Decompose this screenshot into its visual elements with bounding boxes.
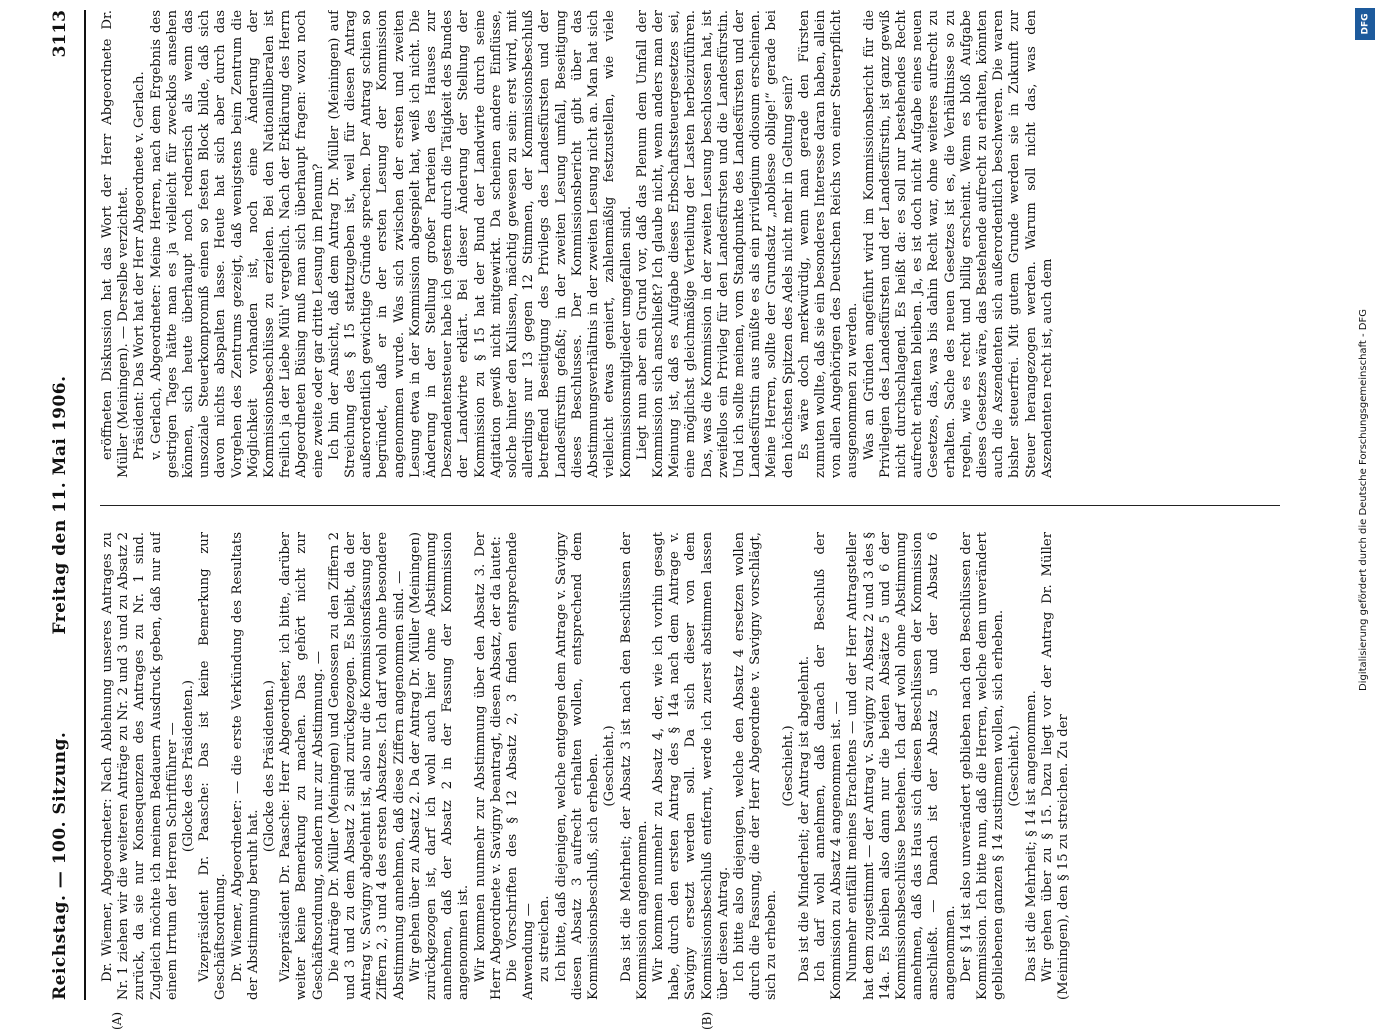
left-column-paragraph: Ich bitte also diejenigen, welche den Absatz 4 ersetzen wollen durch die Fassung, die der Herr Abgeordnete v. Savigny vorschlägt, sich zu erheben. [731,532,780,1000]
left-column-paragraph: Dr. Wiemer, Abgeordneter: Nach Ablehnung unseres Antrages zu Nr. 1 ziehen wir die weiteren Anträge zu Nr. 2 und 3 und zu Absatz 2 zurück, da sie nur Konsequenzen des Antrages zu Nr. 1 sind. Zugleich möchte ich meinem Bedauern Ausdruck geben, daß nur auf einem Irrtum der Herren Schriftführer — [100,532,180,1000]
left-column-paragraph: Die Vorschriften des § 12 Absatz 2, 3 finden entsprechende Anwendung — [505,532,537,1000]
marker-a: (A) [110,1011,124,1030]
right-column-paragraph: Ich bin der Ansicht, daß dem Antrag Dr. Müller (Meiningen) auf Streichung des § 15 stattzugeben ist, weil für diesen Antrag außerordentlich gewichtige Gründe sprechen. Der Antrag schien so begründet, daß er in der ersten Lesung der Kommission angenommen wurde. Was sich zwischen der ersten und zweiten Lesung etwa in der Kommission abgespielt hat, weiß ich nicht. Die Änderung in der Stellung großer Parteien des Hauses zur Deszendentensteuer habe ich gestern durch die Tätigkeit des Bundes der Landwirte erklärt. Bei dieser Änderung der Stellung der Kommission zu § 15 hat der Bund der Landwirte durch seine Agitation gewiß nicht mitgewirkt. Da scheinen andere Einflüsse, solche hinter den Kulissen, mächtig gewesen zu sein: erst wird, mit allerdings nur 13 gegen 12 Stimmen, der Kommissionsbeschluß betreffend Beseitigung des Privilegs des Landesfürsten und der Landesfürstin gefaßt; in der zweiten Lesung umfall, Beseitigung dieses Beschlusses. Der Kommissionsbericht gibt über das Abstimmungsverhältnis in der zweiten Lesung nicht an. Man hat sich vielleicht etwas geniert, zahlenmäßig festzustellen, wie viele Kommissionsmitglieder umgefallen sind. [326,10,634,478]
right-column-paragraph: Präsident: Das Wort hat der Herr Abgeordnete v. Gerlach. [132,71,148,460]
rotated-page [0,10,1360,1030]
left-column-paragraph: Vizepräsident Dr. Paasche: Das ist keine Bemerkung zur Geschäftsordnung. [197,532,229,1000]
page-number: 3113 [50,10,70,58]
left-column-paragraph: Nunmehr entfällt meines Erachtens — und der Herr Antragsteller hat dem zugestimmt — der Antrag v. Savigny zu Absatz 2 und 3 des § 14a. Es bleiben also dann nur die beiden Absätze 5 und 6 der Kommissionsbeschlüsse bestehen. Ich darf wohl ohne Abstimmung annehmen, daß das Haus sich diesen Beschlüssen der Kommission anschließt. — Danach ist der Absatz 5 und der Absatz 6 angenommen. [845,532,958,1000]
header-date: Freitag den 11. Mai 1906. [50,375,70,635]
left-column-paragraph: Der § 14 ist also unverändert geblieben nach den Beschlüssen der Kommission. Ich bitte nun, daß die Herren, welche dem unverändert gebliebenen ganzen § 14 zustimmen wollen, sich erheben. [958,532,1007,1000]
right-column-paragraph: Liegt nun aber ein Grund vor, daß das Plenum dem Umfall der Kommission sich anschließt? Ich glaube nicht, wenn anders man der Meinung ist, daß es Aufgabe dieses Erbschaftssteuergesetzes sei, eine möglichst gleichmäßige Verteilung der Lasten herbeizuführen. Das, was die Kommission in der zweiten Lesung beschlossen hat, ist zweifellos ein Privileg für den Landesfürsten und die Landesfürstin. Und ich sollte meinen, vom Standpunkte des Landesfürsten und der Landesfürstin aus müßte es als ein privilegium odiosum erscheinen. Meine Herren, sollte der Grundsatz „noblesse oblige!“ gerade bei den höchsten Spitzen des Adels nicht mehr in Geltung sein? [634,10,796,478]
header-left: Reichstag. — 100. Sitzung. [50,731,70,1000]
digitization-note [1353,6,1375,994]
left-column-paragraph: Das ist die Mehrheit; der Absatz 3 ist nach den Beschlüssen der Kommission angenommen. [618,532,650,1000]
left-column-paragraph: (Glocke des Präsidenten.) [181,679,197,853]
left-column-paragraph: Wir gehen über zu § 15. Dazu liegt vor der Antrag Dr. Müller (Meiningen), den § 15 zu streichen. Zu der [1039,532,1071,1000]
dfg-logo [1355,8,1375,40]
left-column-paragraph: (Glocke des Präsidenten.) [262,679,278,853]
left-column-paragraph: Ich darf wohl annehmen, daß danach der Beschluß der Kommission zu Absatz 4 angenommen ist. — [812,532,845,1000]
marker-b: (B) [700,1011,714,1030]
page-header [40,10,80,1000]
left-column-paragraph: (Geschieht.) [602,725,618,807]
left-column-paragraph: Die Anträge Dr. Müller (Meiningen) und Genossen zu den Ziffern 2 und 3 und zu dem Absatz 2 sind zurückgezogen. Es bleibt, da der Antrag v. Savigny abgelehnt ist, also nur die Kommissionsfassung der Ziffern 2, 3 und 4 des ersten Absatzes. Ich darf wohl ohne besondere Abstimmung annehmen, daß diese Ziffern angenommen sind. — [326,532,407,1000]
left-column-paragraph: zu streichen. [537,895,553,982]
dfg-logo-text: DFG [1360,13,1371,35]
left-column-paragraph: Das ist die Mehrheit; § 14 ist angenommen. [1023,690,1039,982]
left-column-paragraph: (Geschieht.) [1007,725,1023,807]
left-column-paragraph: Das ist die Minderheit; der Antrag ist abgelehnt. [796,655,812,982]
column-divider [100,505,1280,506]
left-column-paragraph: Ich bitte, daß diejenigen, welche entgegen dem Antrage v. Savigny diesen Absatz 3 aufrecht erhalten wollen, entsprechend dem Kommissionsbeschluß, sich erheben. [553,532,602,1000]
right-column-paragraph: v. Gerlach, Abgeordneter: Meine Herren, nach dem Ergebnis des gestrigen Tages hätte man es ja vielleicht für zwecklos ansehen können, sich heute überhaupt noch rednerisch als wenn das unsoziale Steuerkompromiß einen so festen Block bilde, daß sich davon nichts abspalten lasse. Heute hat sich aber durch das Vorgehen des Zentrums gezeigt, daß wenigstens beim Zentrum die Möglichkeit vorhanden ist, noch eine Änderung der Kommissionsbeschlüsse zu erzielen. Bei den Nationalliberalen ist freilich ja der Liebe Müh' vergeblich. Nach der Erklärung des Herrn Abgeordneten Büsing muß man sich überhaupt fragen: wozu noch eine zweite oder gar dritte Lesung im Plenum? [148,10,326,478]
right-column-paragraph: Was an Gründen angeführt wird im Kommissionsbericht für die Privilegien des Landesfürsten und der Landesfürstin, ist ganz gewiß nicht durchschlagend. Es heißt da: es soll nur bestehendes Recht aufrecht erhalten bleiben. Ja, es ist doch nicht Aufgabe eines neuen Gesetzes, das, was bis dahin Recht war, ohne weiteres aufrecht zu erhalten. Sache des neuen Gesetzes ist es, die Verhältnisse so zu regeln, wie es recht und billig erscheint. Wenn es bloß Aufgabe dieses Gesetzes wäre, das Bestehende aufrecht zu erhalten, könnten auch die Aszendenten sich außerordentlich beschweren. Die waren bisher steuerfrei. Mit gutem Grunde werden sie in Zukunft zur Steuer herangezogen werden. Warum soll nicht das, was den Aszendenten recht ist, auch dem [861,10,1055,478]
right-column [100,10,1280,478]
left-column [100,532,1280,1000]
right-column-paragraph: Es wäre doch merkwürdig, wenn man gerade den Fürsten zumuten wollte, daß sie ein besonderes Interesse daran haben, allein von allen Angehörigen des Deutschen Reichs von einer Steuerpflicht ausgenommen zu werden. [796,10,861,478]
digitization-note-text: Digitalisierung gefördert durch die Deutsche Forschungsgemeinschaft - DFG [1358,309,1369,692]
left-column-paragraph: Wir kommen nunmehr zur Abstimmung über den Absatz 3. Der Herr Abgeordnete v. Savigny beantragt, diesen Absatz, der da lautet: [472,532,504,1000]
right-column-paragraph: eröffneten Diskussion hat das Wort der Herr Abgeordnete Dr. Müller (Meiningen). — Derselbe verzichtet. [100,10,132,478]
left-column-paragraph: Vizepräsident Dr. Paasche: Herr Abgeordneter, ich bitte, darüber weiter keine Bemerkung zu machen. Das gehört nicht zur Geschäftsordnung, sondern nur zur Abstimmung. — [278,532,326,1000]
header-rule [84,10,86,1000]
left-column-paragraph: (Geschieht.) [780,725,796,807]
left-column-paragraph: Dr. Wiemer, Abgeordneter: — die erste Verkündung des Resultats der Abstimmung beruht hat. [229,532,261,1000]
left-column-paragraph: Wir kommen nunmehr zu Absatz 4, der, wie ich vorhin gesagt habe, durch den ersten Antrag des § 14a nach dem Antrage v. Savigny ersetzt werden soll. Da sich dieser von dem Kommissionsbeschluß entfernt, werde ich zuerst abstimmen lassen über diesen Antrag. [650,532,731,1000]
left-column-paragraph: Wir gehen über zu Absatz 2. Da der Antrag Dr. Müller (Meiningen) zurückgezogen ist, darf ich wohl auch hier ohne Abstimmung annehmen, daß der Absatz 2 in der Fassung der Kommission angenommen ist. [407,532,472,1000]
